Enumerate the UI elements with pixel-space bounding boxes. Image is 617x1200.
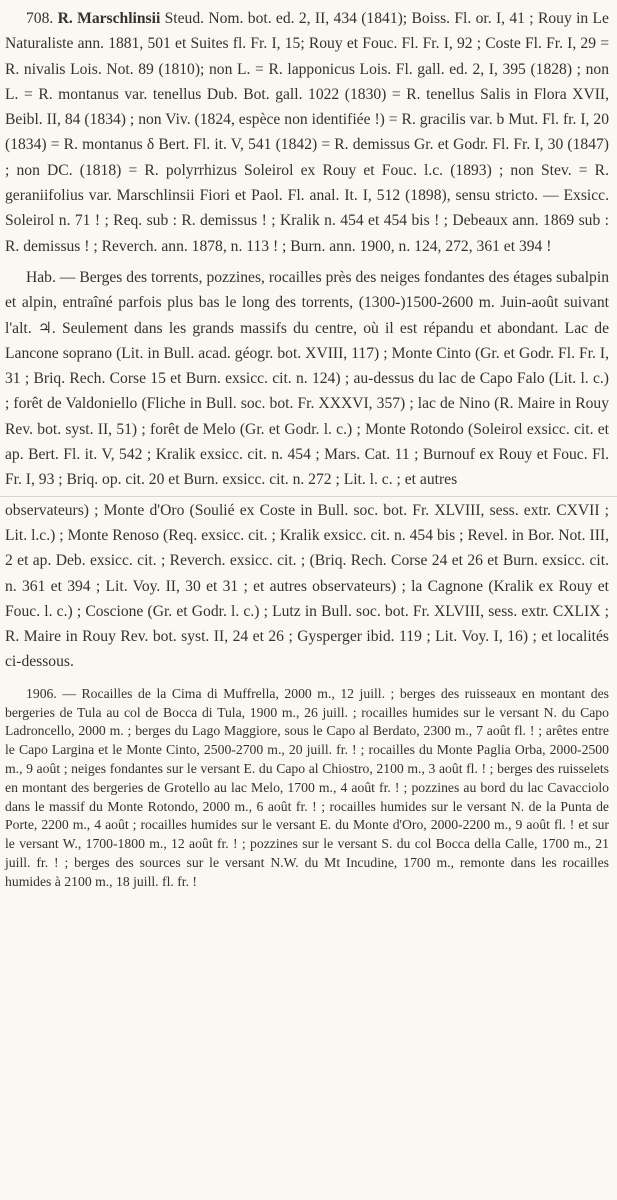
entry-number: 708. xyxy=(26,10,54,27)
habitat-paragraph-continued: observateurs) ; Monte d'Oro (Soulié ex Coste in Bull. soc. bot. Fr. XLVIII, sess. extr. CXVII ; Lit. l.c.) ; Monte Renoso (Req. exsicc. cit. ; Kralik exsicc. cit. n. 454 bis ; Revel. in Bor. Not. III, 2 et ap. Deb. exsicc. cit. ; Reverch. exsicc. cit. ; (Briq. Rech. Corse 24 et 26 et Burn. exsicc. cit. n. 361 et 394 ; Lit. Voy. II, 30 et 31 ; et autres observateurs) ; la Cagnone (Kralik ex Rouy et Fouc. l. c.) ; Coscione (Gr. et Godr. l. c.) ; Lutz in Bull. soc. bot. Fr. XLVIII, sess. extr. CXLIX ; R. Maire in Rouy Rev. bot. syst. II, 24 et 26 ; Gysperger ibid. 119 ; Lit. Voy. I, 16) ; et localités ci-dessous. xyxy=(5,501,609,671)
entry-text: Steud. Nom. bot. ed. 2, II, 434 (1841); Boiss. Fl. or. I, 41 ; Rouy in Le Naturaliste ann. 1881, 501 et Suites fl. Fr. I, 15; Rouy et Fouc. Fl. Fr. I, 92 ; Coste Fl. Fr. I, 29 = R. nivalis Lois. Not. 89 (1810); non L. = R. lapponicus Lois. Fl. gall. ed. 2, I, 395 (1828) ; non L. = R. montanus var. tenellus Dub. Bot. gall. 1022 (1830) = R. tenellus Salis in Flora XVII, Beibl. II, 84 (1834) ; non Viv. (1824, espèce non identifiée !) = R. gracilis var. b Mut. Fl. fr. I, 20 (1834) = R. montanus δ Bert. Fl. it. V, 541 (1842) = R. demissus Gr. et Godr. Fl. Fr. I, 30 (1847) ; non DC. (1818) = R. polyrrhizus Soleirol ex Rouy et Fouc. l.c. (1893) ; non Stev. = R. geraniifolius var. Marschlinsii Fiori et Paol. Fl. anal. It. I, 512 (1898), sensu stricto. — Exsicc. Soleirol n. 71 ! ; Req. sub : R. demissus ! ; Kralik n. 454 et 454 bis ! ; Debeaux ann. 1869 sub : R. demissus ! ; Reverch. ann. 1878, n. 113 ! ; Burn. ann. 1900, n. 124, 272, 361 et 394 ! xyxy=(5,10,609,255)
genus-abbrev: R. xyxy=(57,10,73,27)
field-observations-1906: 1906. — Rocailles de la Cima di Muffrella, 2000 m., 12 juill. ; berges des ruisseaux en montant des bergeries de Tula au col de Bocca di Tula, 1900 m., 26 juill. ; rocailles humides sur le versant N. du Capo Ladroncello, 2000 m. ; berges du Lago Maggiore, sous le Capo al Berdato, 2300 m., 7 août fl. ! ; arêtes entre le Capo Largina et le Monte Cinto, 2500-2700 m., 20 juill. fr. ! ; rocailles du Monte Paglia Orba, 2000-2500 m., 9 août ; neiges fondantes sur le versant E. du Capo al Chiostro, 2100 m., 3 août fl. ! ; berges des ruisselets en montant des bergeries de Grotello au lac Melo, 1700 m., 4 août fr. ! ; pozzines au bord du lac Cavacciolo dans le massif du Monte Rotondo, 2000 m., 6 août fr. ! ; rocailles humides sur le versant N. de la Punta de Porte, 2200 m., 4 août ; rocailles humides sur le versant E. du Monte d'Oro, 2000-2200 m., 9 août fl. ! et sur le versant W., 1700-1800 m., 12 août fr. ! ; pozzines sur le versant S. du col Bocca della Calle, 1700 m., 21 juill. fr. ! ; berges des sources sur le versant N.W. du Mt Incudine, 1700 m., remonte dans les rocailles humides à 2100 m., 18 juill. fl. fr. ! xyxy=(5,685,609,889)
habitat-paragraph: Hab. — Berges des torrents, pozzines, rocailles près des neiges fondantes des étages subalpin et alpin, entraîné parfois plus bas le long des torrents, (1300-)1500-2600 m. Juin-août suivant l'alt. ♃. Seulement dans les grands massifs du centre, où il est répandu et abondant. Lac de Lancone soprano (Lit. in Bull. acad. géogr. bot. XVIII, 117) ; Monte Cinto (Gr. et Godr. Fl. Fr. I, 31 ; Briq. Rech. Corse 15 et Burn. exsicc. cit. n. 124) ; au-dessus du lac de Capo Falo (Lit. l. c.) ; forêt de Valdoniello (Fliche in Bull. soc. bot. Fr. XXXVI, 357) ; lac de Nino (R. Maire in Rouy Rev. bot. syst. II, 51) ; forêt de Melo (Gr. et Godr. l. c.) ; Monte Rotondo (Soleirol exsicc. cit. et ap. Bert. Fl. it. V, 542 ; Kralik exsicc. cit. n. 454 ; Mars. Cat. 11 ; Burnouf ex Rouy et Fouc. Fl. Fr. I, 93 ; Briq. op. cit. 20 et Burn. exsicc. cit. n. 272 ; Lit. l. c. ; et autres xyxy=(5,268,609,489)
species-name: Marschlinsii xyxy=(77,10,161,27)
species-entry xyxy=(5,6,609,259)
scan-divider xyxy=(0,496,617,497)
